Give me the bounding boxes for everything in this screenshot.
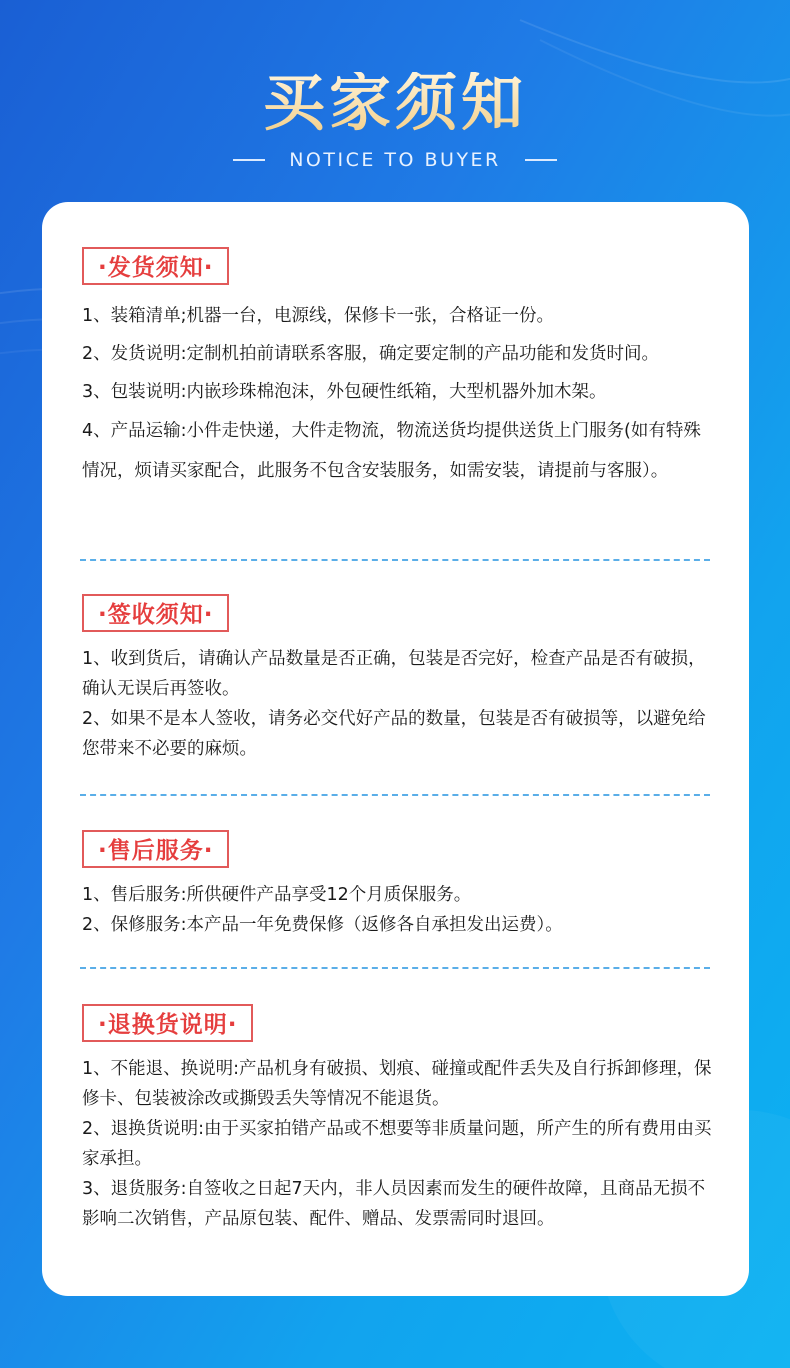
list-item: 3、退货服务:自签收之日起7天内，非人员因素而发生的硬件故障，且商品无损不影响二次销售，产品原包装、配件、赠品、发票需同时退回。 — [82, 1179, 706, 1229]
list-item: 2、退换货说明:由于买家拍错产品或不想要等非质量问题，所产生的所有费用由买家承担。 — [82, 1119, 712, 1169]
section-tag: ·退换货说明· — [82, 1004, 253, 1042]
subtitle-right-line — [525, 159, 557, 161]
page-title: 买家须知 — [0, 72, 790, 134]
list-item: 2、保修服务:本产品一年免费保修（返修各自承担发出运费）。 — [82, 915, 563, 935]
section-divider — [80, 794, 710, 796]
list-item: 1、售后服务:所供硬件产品享受12个月质保服务。 — [82, 885, 472, 905]
section-tag: ·签收须知· — [82, 594, 229, 632]
section-after-sales — [82, 830, 712, 940]
list-item: 3、包装说明:内嵌珍珠棉泡沫，外包硬性纸箱，大型机器外加木架。 — [82, 382, 607, 402]
section-receipt — [82, 594, 712, 764]
list-item: 1、不能退、换说明:产品机身有破损、划痕、碰撞或配件丢失及自行拆卸修理，保修卡、包装被涂改或撕毁丢失等情况不能退货。 — [82, 1059, 712, 1109]
subtitle-row — [0, 148, 790, 172]
notice-card — [42, 202, 749, 1296]
section-items — [82, 297, 712, 491]
section-tag: ·售后服务· — [82, 830, 229, 868]
section-items — [82, 880, 712, 940]
list-item: 1、收到货后，请确认产品数量是否正确，包装是否完好，检查产品是否有破损，确认无误后再签收。 — [82, 649, 706, 699]
list-item: 1、装箱清单;机器一台，电源线，保修卡一张，合格证一份。 — [82, 306, 555, 326]
section-tag: ·发货须知· — [82, 247, 229, 285]
section-items — [82, 1054, 712, 1234]
page-subtitle: NOTICE TO BUYER — [289, 149, 501, 171]
section-items — [82, 644, 712, 764]
section-returns — [82, 1004, 712, 1234]
list-item: 4、产品运输:小件走快递，大件走物流，物流送货均提供送货上门服务(如有特殊情况，烦请买家配合，此服务不包含安装服务，如需安装，请提前与客服）。 — [82, 421, 701, 481]
subtitle-left-line — [233, 159, 265, 161]
list-item: 2、发货说明:定制机拍前请联系客服，确定要定制的产品功能和发货时间。 — [82, 344, 660, 364]
section-shipping — [82, 247, 712, 491]
section-divider — [80, 967, 710, 969]
section-divider — [80, 559, 710, 561]
list-item: 2、如果不是本人签收，请务必交代好产品的数量，包装是否有破损等，以避免给您带来不必要的麻烦。 — [82, 709, 706, 759]
